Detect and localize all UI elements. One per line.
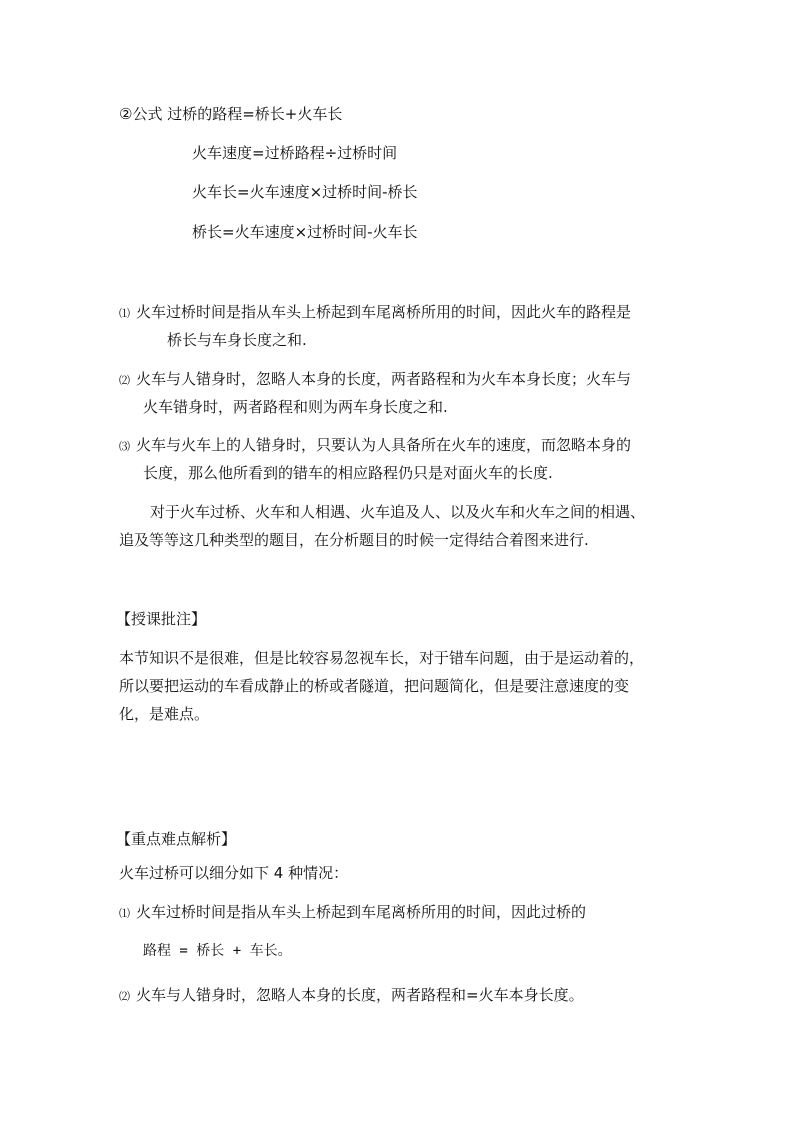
point-3-text: 火车与火车上的人错身时，只要认为人具备所在火车的速度，而忽略本身的 — [136, 436, 632, 454]
formula-title-line — [119, 104, 342, 124]
point-1-line-2: 桥长与车身长度之和. — [167, 331, 307, 349]
point-2-line-1 — [119, 369, 631, 391]
analysis-intro: 火车过桥可以细分如下 4 种情况： — [119, 864, 349, 882]
point-1-number: ⑴ — [119, 307, 130, 320]
point-3-number: ⑶ — [119, 440, 130, 453]
formula-line-3: 火车长=火车速度×过桥时间-桥长 — [192, 183, 418, 201]
analysis-item-2-line-1 — [119, 985, 584, 1007]
formula-line-2: 火车速度=过桥路程÷过桥时间 — [192, 144, 398, 162]
point-1-text: 火车过桥时间是指从车头上桥起到车尾离桥所用的时间，因此火车的路程是 — [136, 303, 632, 321]
notes-heading: 【授课批注】 — [116, 610, 207, 628]
point-3-line-1 — [119, 435, 631, 457]
notes-line-3: 化，是难点。 — [119, 705, 210, 723]
analysis-item-2-number: ⑵ — [119, 990, 130, 1003]
notes-line-2: 所以要把运动的车看成静止的桥或者隧道，把问题简化，但是要注意速度的变 — [119, 677, 630, 695]
analysis-heading: 【重点难点解析】 — [116, 830, 237, 848]
summary-line-1: 对于火车过桥、火车和人相遇、火车追及人、以及火车和火车之间的相遇、 — [150, 503, 646, 521]
point-2-number: ⑵ — [119, 374, 130, 387]
analysis-item-1-text: 火车过桥时间是指从车头上桥起到车尾离桥所用的时间，因此过桥的 — [136, 903, 587, 921]
notes-line-1: 本节知识不是很难，但是比较容易忽视车长，对于错车问题，由于是运动着的， — [119, 649, 645, 667]
point-3-line-2: 长度，那么他所看到的错车的相应路程仍只是对面火车的长度. — [143, 464, 553, 482]
formula-label: ②公式 — [119, 105, 163, 123]
analysis-item-1-number: ⑴ — [119, 907, 130, 920]
point-2-line-2: 火车错身时，两者路程和则为两车身长度之和. — [143, 398, 448, 416]
formula-line-1: 过桥的路程=桥长+火车长 — [167, 105, 343, 123]
summary-line-2: 追及等等这几种类型的题目，在分析题目的时候一定得结合着图来进行. — [119, 531, 589, 549]
point-1-line-1 — [119, 302, 631, 324]
analysis-item-1-line-1 — [119, 902, 586, 924]
formula-line-4: 桥长=火车速度×过桥时间-火车长 — [192, 223, 418, 241]
analysis-item-2-text: 火车与人错身时，忽略人本身的长度，两者路程和=火车本身长度。 — [136, 986, 584, 1004]
analysis-item-1-line-2: 路程 = 桥长 + 车长。 — [143, 943, 292, 959]
point-2-text: 火车与人错身时，忽略人本身的长度，两者路程和为火车本身长度；火车与 — [136, 370, 632, 388]
